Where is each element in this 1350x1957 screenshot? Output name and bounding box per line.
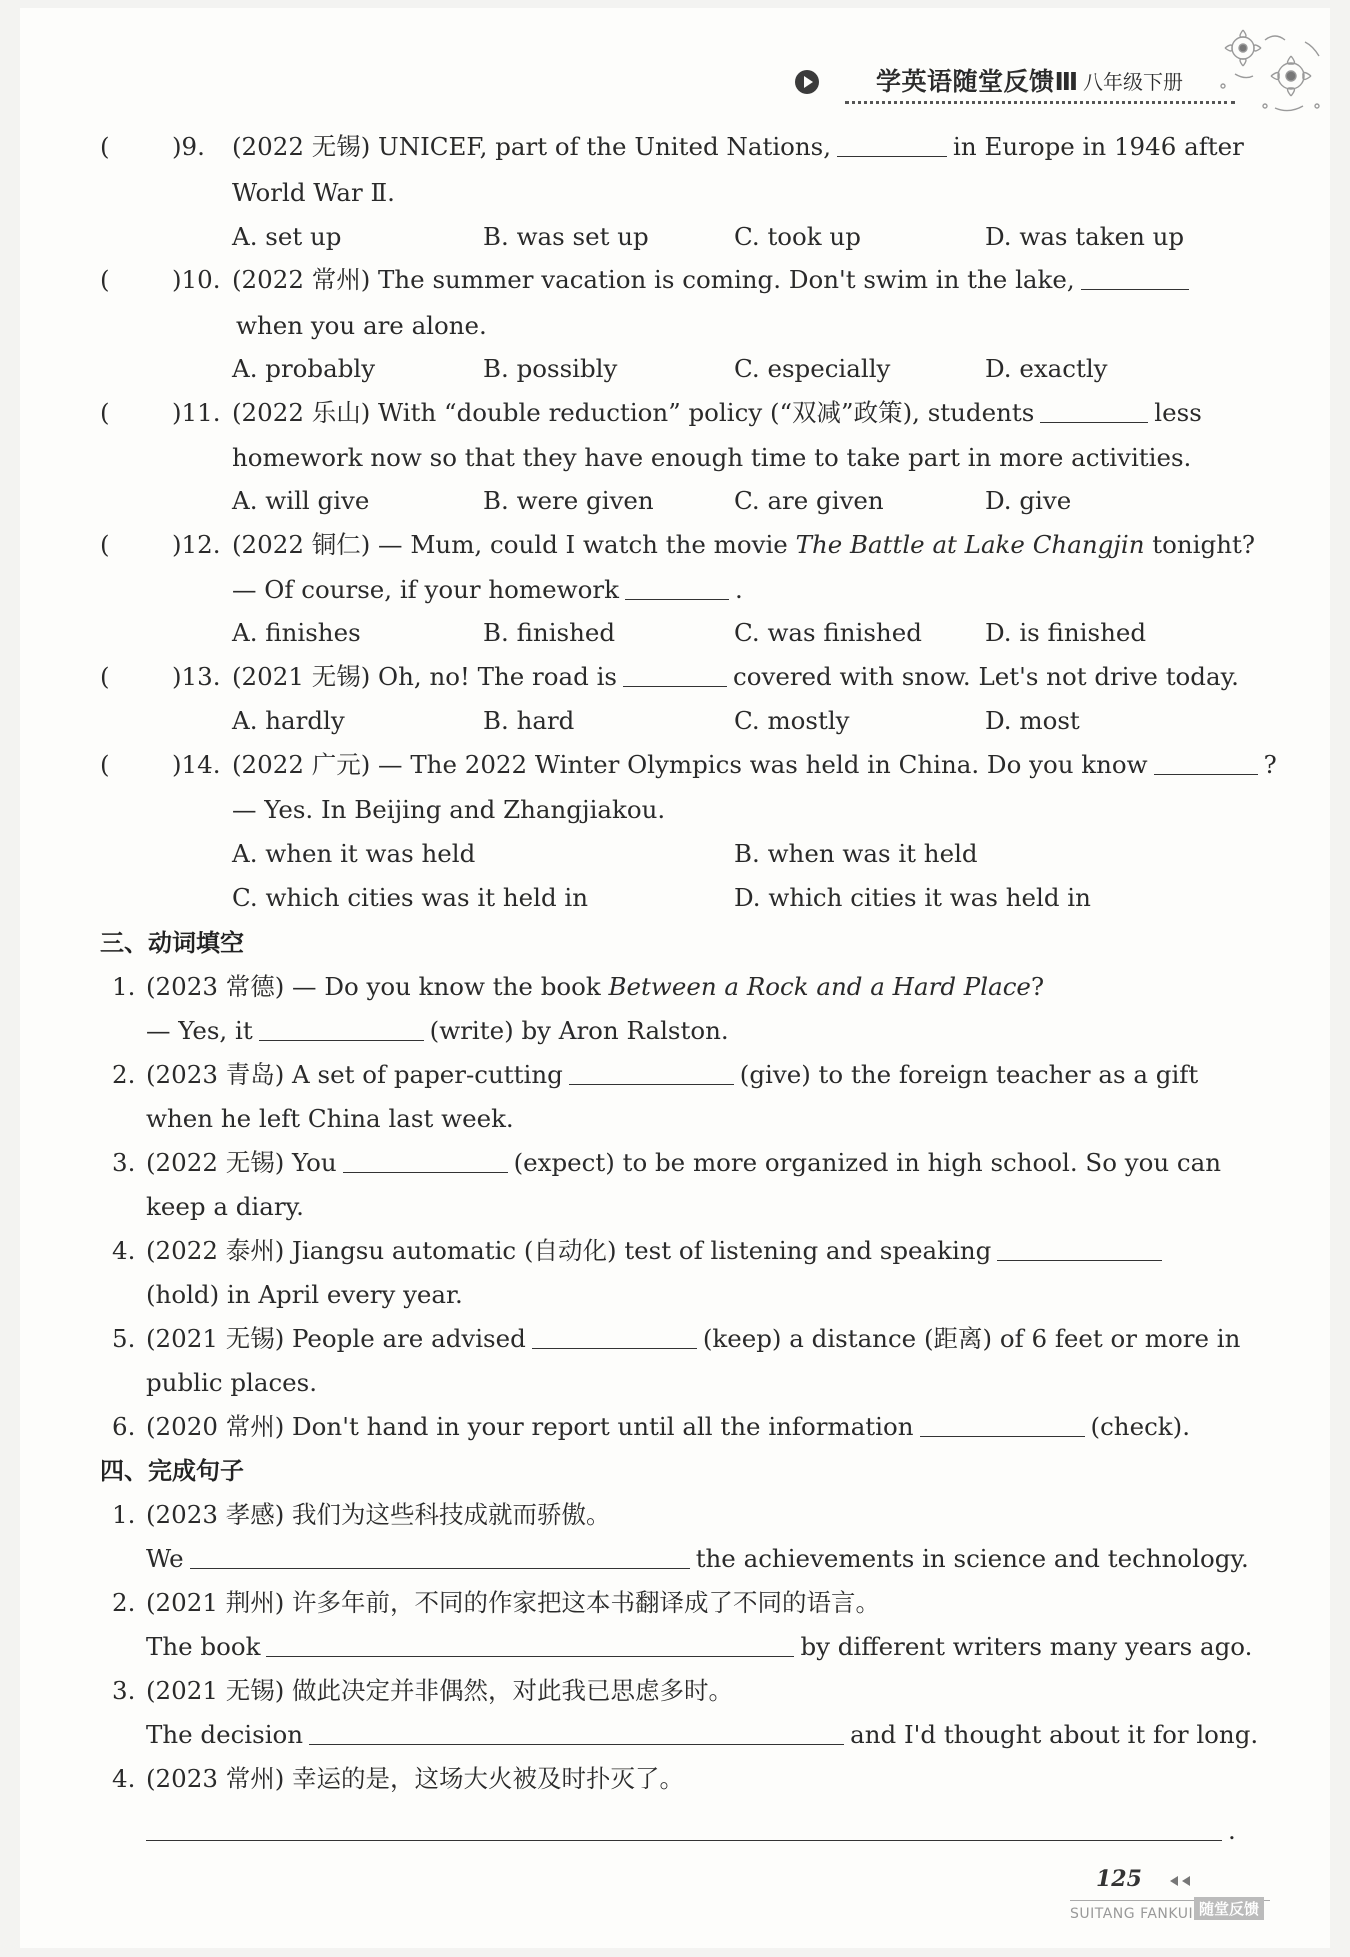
question-number: )12. <box>172 530 221 559</box>
answer-blank <box>259 1016 424 1041</box>
play-circle-icon <box>795 70 819 94</box>
question-number: )13. <box>172 662 221 691</box>
item-text: (2023 常德) — Do you know the book Between a Rock and a Hard Place? <box>146 972 1045 1001</box>
item-text-cont: (hold) in April every year. <box>146 1280 463 1309</box>
answer-bracket[interactable]: ( <box>100 530 110 559</box>
answer-bracket[interactable]: ( <box>100 398 110 427</box>
option-a[interactable]: A. set up <box>232 222 342 251</box>
question-number: )14. <box>172 750 221 779</box>
option-d[interactable]: D. give <box>985 486 1072 515</box>
answer-blank <box>532 1324 697 1349</box>
answer-blank <box>146 1816 1222 1841</box>
item-sentence: . <box>146 1814 1236 1848</box>
answer-blank <box>625 575 729 600</box>
answer-bracket[interactable]: ( <box>100 132 110 161</box>
item-text: (2022 无锡) You (expect) to be more organized in high school. So you can <box>146 1148 1222 1177</box>
question-text: (2022 无锡) UNICEF, part of the United Nations, in Europe in 1946 after <box>232 132 1244 161</box>
item-number: 2. <box>112 1588 136 1617</box>
question-text-cont: World War Ⅱ. <box>232 178 395 207</box>
item-text: (2023 青岛) A set of paper-cutting (give) to the foreign teacher as a gift <box>146 1060 1199 1089</box>
item-sentence: The book by different writers many years ago. <box>146 1632 1253 1661</box>
header-title: 学英语随堂反馈Ⅲ <box>876 67 1079 96</box>
option-b[interactable]: B. when was it held <box>734 839 978 868</box>
footer-series-en: SUITANG FANKUI <box>1070 1906 1194 1922</box>
question-text: (2022 铜仁) — Mum, could I watch the movie The Battle at Lake Changjin tonight? <box>232 530 1255 559</box>
header-dotted-rule <box>845 101 1235 104</box>
answer-blank <box>997 1236 1162 1261</box>
answer-blank <box>1154 750 1258 775</box>
item-chinese: (2021 荆州) 许多年前，不同的作家把这本书翻译成了不同的语言。 <box>146 1588 881 1617</box>
item-text-cont: — Yes, it (write) by Aron Ralston. <box>146 1016 729 1045</box>
question-text-cont: when you are alone. <box>236 311 487 340</box>
answer-bracket[interactable]: ( <box>100 265 110 294</box>
option-b[interactable]: B. was set up <box>483 222 649 251</box>
section-title: 四、完成句子 <box>100 1457 244 1485</box>
option-a[interactable]: A. when it was held <box>232 839 476 868</box>
answer-blank <box>1081 265 1189 290</box>
option-b[interactable]: B. finished <box>483 618 616 647</box>
item-text-cont: keep a diary. <box>146 1192 304 1221</box>
option-b[interactable]: B. were given <box>483 486 654 515</box>
item-number: 4. <box>112 1236 136 1265</box>
answer-bracket[interactable]: ( <box>100 662 110 691</box>
item-number: 3. <box>112 1148 136 1177</box>
option-d[interactable]: D. which cities it was held in <box>734 883 1091 912</box>
item-number: 2. <box>112 1060 136 1089</box>
item-number: 6. <box>112 1412 136 1441</box>
option-c[interactable]: C. mostly <box>734 706 850 735</box>
item-number: 5. <box>112 1324 136 1353</box>
item-text: (2022 泰州) Jiangsu automatic (自动化) test of listening and speaking <box>146 1234 1168 1268</box>
option-c[interactable]: C. which cities was it held in <box>232 883 589 912</box>
question-number: )10. <box>172 265 221 294</box>
section-title: 三、动词填空 <box>100 929 244 957</box>
option-b[interactable]: B. hard <box>483 706 575 735</box>
item-number: 1. <box>112 972 136 1001</box>
answer-blank <box>569 1060 734 1085</box>
option-a[interactable]: A. hardly <box>232 706 345 735</box>
option-c[interactable]: C. was finished <box>734 618 922 647</box>
question-text: (2022 乐山) With “double reduction” policy (“双减”政策), students less <box>232 398 1202 427</box>
question-number: )9. <box>172 132 205 161</box>
item-chinese: (2023 孝感) 我们为这些科技成就而骄傲。 <box>146 1500 611 1529</box>
option-a[interactable]: A. finishes <box>232 618 361 647</box>
option-a[interactable]: A. will give <box>232 486 370 515</box>
page-header <box>0 0 1350 130</box>
option-d[interactable]: D. was taken up <box>985 222 1185 251</box>
question-text: (2021 无锡) Oh, no! The road is covered with snow. Let's not drive today. <box>232 662 1239 691</box>
answer-blank <box>837 132 947 157</box>
answer-blank <box>266 1632 794 1657</box>
answer-blank <box>343 1148 508 1173</box>
item-number: 3. <box>112 1676 136 1705</box>
item-chinese: (2023 常州) 幸运的是，这场大火被及时扑灭了。 <box>146 1764 685 1793</box>
question-number: )11. <box>172 398 221 427</box>
footer-series-badge: 随堂反馈 <box>1194 1897 1264 1920</box>
option-c[interactable]: C. are given <box>734 486 884 515</box>
page-number: 125 <box>1096 1866 1142 1892</box>
option-d[interactable]: D. exactly <box>985 354 1108 383</box>
answer-blank <box>190 1544 690 1569</box>
question-text: (2022 常州) The summer vacation is coming. Don't swim in the lake, <box>232 263 1195 297</box>
answer-blank <box>623 662 727 687</box>
item-sentence: We the achievements in science and technology. <box>146 1544 1249 1573</box>
answer-blank <box>920 1412 1085 1437</box>
header-grade: 八年级下册 <box>1083 70 1183 94</box>
question-text-cont: homework now so that they have enough time to take part in more activities. <box>232 443 1192 472</box>
question-text-cont: — Yes. In Beijing and Zhangjiakou. <box>232 795 666 824</box>
answer-blank <box>1040 398 1148 423</box>
item-number: 1. <box>112 1500 136 1529</box>
answer-bracket[interactable]: ( <box>100 750 110 779</box>
item-text-cont: when he left China last week. <box>146 1104 514 1133</box>
question-text: (2022 广元) — The 2022 Winter Olympics was held in China. Do you know ? <box>232 750 1277 779</box>
question-text-cont: — Of course, if your homework . <box>232 575 743 604</box>
option-a[interactable]: A. probably <box>232 354 376 383</box>
item-chinese: (2021 无锡) 做此决定并非偶然，对此我已思虑多时。 <box>146 1676 734 1705</box>
item-text: (2020 常州) Don't hand in your report until all the information (check). <box>146 1412 1190 1441</box>
item-number: 4. <box>112 1764 136 1793</box>
double-arrow-left-icon <box>1168 1875 1194 1887</box>
item-text-cont: public places. <box>146 1368 318 1397</box>
option-c[interactable]: C. took up <box>734 222 861 251</box>
flower-decoration-icon <box>1205 16 1330 131</box>
option-d[interactable]: D. most <box>985 706 1080 735</box>
item-sentence: The decision and I'd thought about it for long. <box>146 1720 1259 1749</box>
answer-blank <box>309 1720 844 1745</box>
option-c[interactable]: C. especially <box>734 354 891 383</box>
option-b[interactable]: B. possibly <box>483 354 618 383</box>
item-text: (2021 无锡) People are advised (keep) a distance (距离) of 6 feet or more in <box>146 1324 1241 1353</box>
option-d[interactable]: D. is finished <box>985 618 1147 647</box>
